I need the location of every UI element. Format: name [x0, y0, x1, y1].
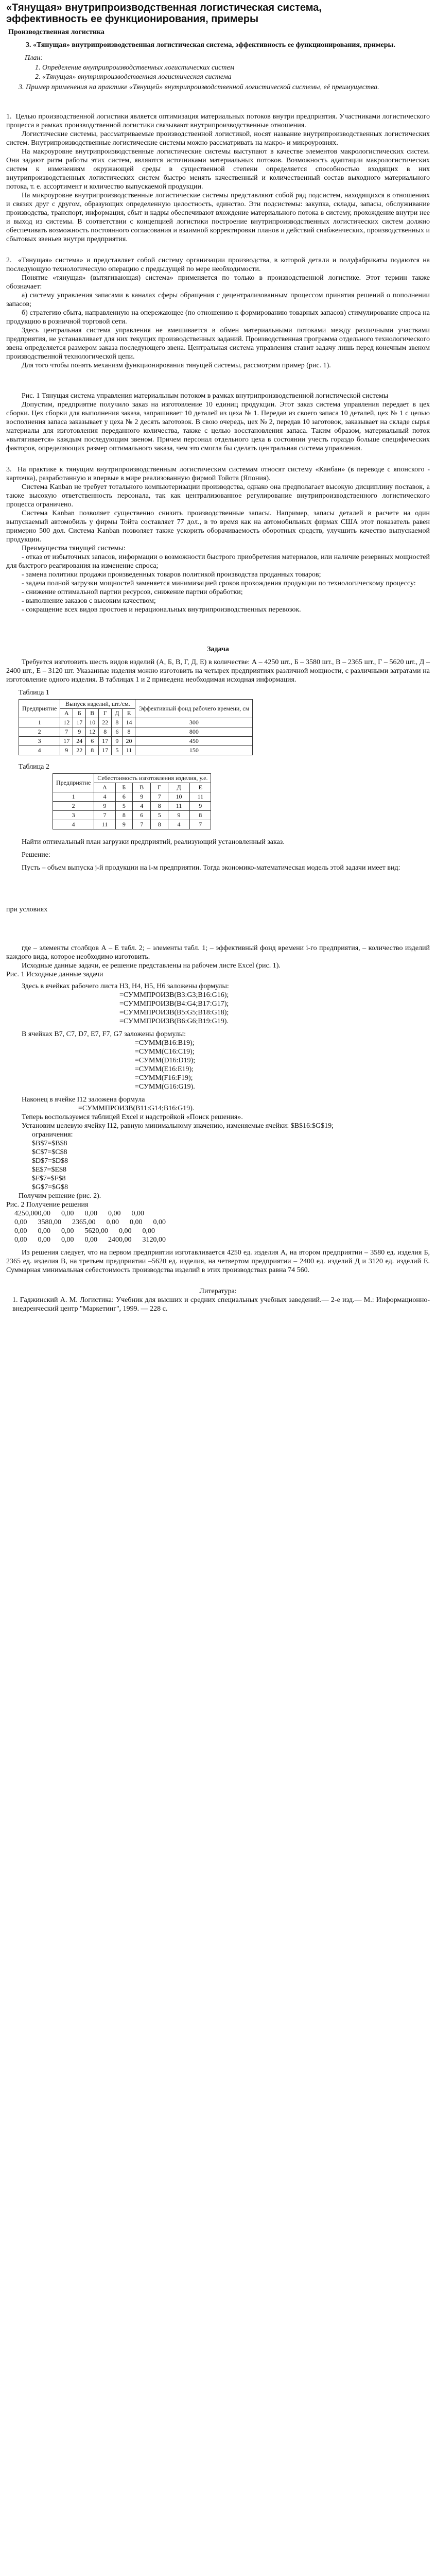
table-cell: 5	[112, 746, 123, 755]
table-cell: 9	[190, 802, 211, 811]
section-number: 3.	[6, 466, 12, 473]
constraint: $B$7=$B$8	[32, 1140, 67, 1147]
table-cell: 7	[60, 727, 73, 737]
table-cell: 11	[94, 820, 115, 829]
table-cell: 14	[123, 718, 135, 727]
section-2-p3: Здесь центральная система управления не вмешивается в обмен материальными потоками между различными участками предприятия, не устанавливает для них текущих производственных заданий. Производственная программа отдельного технологического звена определяется размером заказа последующего звена. Центральная система управления ставит задачу лишь перед конечным звеном производственной технологической цепи.	[6, 327, 430, 361]
table-cell: 17	[99, 746, 112, 755]
result-row: 0,00 0,00 0,00 0,00 2400,00 3120,00	[14, 1236, 166, 1244]
table-header: Д	[112, 709, 123, 718]
task-p2: Найти оптимальный план загрузки предприятий, реализующий установленный заказ.	[22, 838, 285, 846]
formula: =СУММПРОИЗВ(B3:G3;B16:G16);	[119, 991, 229, 999]
table-cell: 9	[60, 746, 73, 755]
table-header: Е	[190, 783, 211, 792]
table-1-label: Таблица 1	[19, 689, 49, 697]
task-p1: Требуется изготовить шесть видов изделий (А, Б, В, Г, Д, Е) в количестве: А – 4250 шт., Б – 3580 шт., В – 2365 шт., Г – 5620 шт., Д – 2400 шт., Е – 3120 шт. Указанные изделия можно изготовить на четырех предприятиях различной мощности, с различными затратами на изготовление одного изделия. В таблицах 1 и 2 приведена необходимая исходная информация.	[6, 658, 430, 684]
table-header: Б	[115, 783, 132, 792]
table-header: В	[86, 709, 99, 718]
table-cell: 22	[73, 746, 86, 755]
constraints-list	[6, 1139, 430, 1192]
formula-block	[6, 1039, 430, 1091]
table-row	[19, 746, 253, 755]
table-header: Эффективный фонд рабочего времени, см	[135, 700, 253, 718]
formula: =СУММ(C16:C19);	[135, 1048, 195, 1056]
table-cell: 4	[133, 802, 151, 811]
table-2-label: Таблица 2	[19, 763, 49, 771]
constraint: $E$7=$E$8	[32, 1166, 66, 1174]
advantage-item: - замена политики продажи произведенных товаров политикой производства проданных товаров;	[22, 571, 321, 579]
table-cell: 9	[168, 811, 190, 820]
plan-item: 2. «Тянущая» внутрипроизводственная логистическая система	[42, 73, 430, 82]
advantage-item: - задача полной загрузки мощностей заменяется минимизацией сроков прохождения продукции по технологическому процессу:	[22, 580, 416, 587]
plan-item: 1. Определение внутрипроизводственных логистических систем	[42, 63, 430, 73]
section-3-p3: Система Kanban позволяет существенно снизить производственные запасы. Например, запасы деталей в расчете на один выпускаемый автомобиль у фирмы Тойта составляет 77 дол., в то время как на автомобильных фирмах США этот показатель равен примерно 500 дол. Система Kanban позволяет также ускорить оборачиваемость оборотных средств, улучшить качество выпускаемой продукции.	[6, 510, 430, 544]
table-cell: 20	[123, 737, 135, 746]
formula: =СУММ(G16:G19).	[135, 1083, 195, 1091]
figure-1-caption: Рис. 1 Тянущая система управления материальным потоком в рамках внутрипроизводственной логистической системы	[22, 392, 389, 400]
section-3-p4: Преимущества тянущей системы:	[22, 545, 126, 552]
section-3	[6, 465, 430, 614]
table-header: В	[133, 783, 151, 792]
table-cell: 9	[94, 802, 115, 811]
subtitle: Производственная логистика	[8, 28, 104, 36]
constraint: $D$7=$D$8	[32, 1157, 68, 1165]
table-row	[53, 811, 211, 820]
table-cell: 7	[151, 792, 168, 802]
table-cell: 12	[86, 727, 99, 737]
paragraph-text: Целью производственной логистики является оптимизация материальных потоков внутри предприятия. Участниками логистического процесса в рамках производственной логистики связывают внутрипроизводственные отношения.	[6, 113, 430, 129]
table-cell: 6	[115, 792, 132, 802]
task-p12: Из решения следует, что на первом предприятии изготавливается 4250 ед. изделия А, на втором предприятии – 3580 ед. изделия Б, 2365 ед. изделия В, на третьем предприятии –5620 ед. изделия, на четвертом предприятии – 2400 ед. изделий Д и 3120 ед. изделий Е. Суммарная минимальная себестоимость производства изделий в этих производствах равна 74 560.	[6, 1249, 430, 1274]
section-2-p5: Допустим, предприятие получило заказ на изготовление 10 единиц продукции. Этот заказ система управления передает в цех сборки. Цех сборки для выполнения заказа, запрашивает 10 деталей из цеха № 1. Передав из своего запаса 10 деталей, цех № 1 с целью восполнения запаса заказывает у цеха № 2 десять заготовок. В свою очередь, цех № 2, передав 10 заготовок, заказывает на складе сырья материалы для изготовления переданного количества, также с целью восстановления запаса. Таким образом, материальный поток «вытягивается» каждым последующим звеном. Причем персонал отдельного цеха в состоянии учесть гораздо больше специфических факторов, определяющих размер оптимального заказа, чем это смогла бы сделать центральная система управления.	[6, 401, 430, 452]
section-2-item-a: а) систему управления запасами в каналах сферы обращения с децентрализованным процессом принятия решений о пополнении запасов;	[6, 292, 430, 308]
title-line-2: эффективность ее функционирования, примеры	[6, 13, 259, 25]
formula: =СУММПРОИЗВ(B6:G6;B19:G19).	[119, 1018, 229, 1025]
constraints-label: ограничения:	[32, 1131, 73, 1139]
paragraph-text: На практике к тянущим внутрипроизводственным логистическим системам относят систему «Канбан» (в переводе с японского - карточка), разработанную и впервые в мире реализованную фирмой Тойота (Япония).	[6, 466, 430, 482]
table-cell: 11	[123, 746, 135, 755]
document-title	[6, 0, 430, 25]
table-1	[19, 699, 253, 755]
table-cell: 8	[99, 727, 112, 737]
table-cell: 3	[19, 737, 60, 746]
section-2-item-b: б) стратегию сбыта, направленную на опережающее (по отношению к формированию товарных запасов) стимулирование спроса на продукцию в розничной торговой сети.	[6, 309, 430, 326]
table-header: Выпуск изделий, шт./см.	[60, 700, 135, 709]
section-3-heading: 3. «Тянущая» внутрипроизводственная логистическая система, эффективность ее функционирования, примеры.	[26, 41, 395, 49]
section-1-p3: На макроуровне внутрипроизводственные логистические системы выступают в качестве элементов макрологистических систем. Они задают ритм работы этих систем, являются источниками материальных потоков. Возможность адаптации макрологистических систем к изменениям окружающей среды в существенной степени определяется способностью входящих в них внутрипроизводственных логистических систем быстро менять качественный и количественный состав выходного материального потока, т. е. ассортимент и количество выпускаемой продукции.	[6, 148, 430, 191]
table-cell: 17	[99, 737, 112, 746]
task-p11: Получим решение (рис. 2).	[19, 1192, 101, 1200]
section-number: 2.	[6, 257, 12, 264]
table-header: Себестоимость изготовления изделия, у.е.	[94, 774, 211, 783]
task-p6: Здесь в ячейках рабочего листа H3, H4, H5, H6 заложены формулы:	[22, 982, 229, 990]
task-p5: Исходные данные задачи, ее решение представлены на рабочем листе Excel (рис. 1).	[22, 962, 281, 970]
table-cell: 12	[60, 718, 73, 727]
advantage-item: - сокращение всех видов простоев и нерациональных внутрипроизводственных перевозок.	[22, 606, 301, 614]
table-row	[19, 727, 253, 737]
formula: =СУММПРОИЗВ(B4:G4;B17:G17);	[119, 1000, 229, 1008]
plan-label: План:	[25, 54, 43, 62]
formula: =СУММПРОИЗВ(B5:G5;B18:G18);	[119, 1009, 229, 1016]
table-header: Предприятие	[53, 774, 94, 792]
advantage-item: - снижение оптимальной партии ресурсов, снижение партии обработки;	[22, 588, 243, 596]
table-cell: 8	[123, 727, 135, 737]
table-cell: 4	[53, 820, 94, 829]
plan-item-number: 3.	[19, 83, 26, 91]
formula: =СУММ(D16:D19);	[135, 1057, 196, 1064]
paragraph-text: «Тянущая» система» и представляет собой систему организации производства, в которой детали и полуфабрикаты подаются на последующую технологическую операцию с предыдущей по мере необходимости.	[6, 257, 430, 273]
section-1-p2: Логистические системы, рассматриваемые производственной логистикой, носят название внутрипроизводственных логистических систем. Внутрипроизводственные логистические системы можно рассматривать на макро- и микроуровнях.	[6, 130, 430, 147]
task-p7: В ячейках B7, C7, D7, E7, F7, G7 заложены формулы:	[22, 1030, 186, 1038]
advantage-item: - отказ от избыточных запасов, информации о возможности быстрого приобретения материалов, или наличие резервных мощностей для быстрого реагирования на изменение спроса;	[6, 553, 430, 570]
section-2	[6, 256, 430, 453]
constraint: $F$7=$F$8	[32, 1175, 66, 1182]
table-header: Г	[151, 783, 168, 792]
section-2-p4: Для того чтобы понять механизм функционирования тянущей системы, рассмотрим пример (рис. 1).	[22, 362, 331, 369]
table-cell: 11	[190, 792, 211, 802]
table-cell: 17	[60, 737, 73, 746]
table-header: Предприятие	[19, 700, 60, 718]
literature-item: 1. Гаджинский А. М. Логистика: Учебник для высших и средних специальных учебных заведений.— 2-е изд.— М.: Информационно-внедренческий центр "Маркетинг", 1999. — 228 с.	[12, 1296, 430, 1313]
table-cell: 6	[112, 727, 123, 737]
table-cell: 450	[135, 737, 253, 746]
plan-item: Пример применения на практике «Тянущей» внутрипроизводственной логистической системы, её преимущества.	[26, 83, 379, 91]
section-2-p1	[6, 256, 430, 274]
table-cell: 9	[73, 727, 86, 737]
table-cell: 24	[73, 737, 86, 746]
table-cell: 5	[115, 802, 132, 811]
table-cell: 4	[19, 746, 60, 755]
table-cell: 6	[133, 811, 151, 820]
solution-label: Решение:	[22, 851, 50, 859]
table-cell: 4	[94, 792, 115, 802]
table-row	[53, 802, 211, 811]
table-cell: 6	[86, 737, 99, 746]
section-3-p1	[6, 465, 430, 483]
table-header: Б	[73, 709, 86, 718]
task-p8: Наконец в ячейке I12 заложена формула	[22, 1096, 145, 1104]
literature-heading: Литература:	[199, 1287, 237, 1295]
formula: =СУММПРОИЗВ(B11:G14;B16:G19).	[78, 1105, 195, 1112]
formula: =СУММ(E16:E19);	[135, 1065, 194, 1073]
table-header: Е	[123, 709, 135, 718]
table-cell: 8	[115, 811, 132, 820]
section-1-p1	[6, 112, 430, 130]
table-2-body	[53, 792, 211, 829]
table-cell: 4	[168, 820, 190, 829]
table-cell: 17	[73, 718, 86, 727]
table-header: А	[94, 783, 115, 792]
table-cell: 9	[112, 737, 123, 746]
table-2	[53, 773, 211, 829]
conditions-label: при условиях	[6, 906, 48, 913]
result-row: 4250,000,00 0,00 0,00 0,00 0,00	[14, 1210, 144, 1217]
table-header: А	[60, 709, 73, 718]
table-cell: 7	[190, 820, 211, 829]
result-row: 0,00 0,00 0,00 5620,00 0,00 0,00	[14, 1227, 155, 1235]
plan-item-3	[6, 83, 430, 92]
table-cell: 9	[133, 792, 151, 802]
table-header: Д	[168, 783, 190, 792]
task-heading: Задача	[207, 646, 229, 653]
result-matrix	[6, 1209, 430, 1244]
table-cell: 8	[190, 811, 211, 820]
table-cell: 22	[99, 718, 112, 727]
section-1	[6, 112, 430, 244]
table-cell: 10	[86, 718, 99, 727]
table-cell: 1	[53, 792, 94, 802]
table-cell: 2	[19, 727, 60, 737]
section-3-p2: Система Kanban не требует тотального компьютеризации производства, однако она предполагает высокую дисциплину поставок, а также высокую ответственность персонала, так как централизованное регулирование внутрипроизводственного логистического процесса ограничено.	[6, 483, 430, 509]
table-cell: 2	[53, 802, 94, 811]
table-cell: 8	[151, 802, 168, 811]
formula-block	[6, 991, 430, 1026]
table-row	[53, 820, 211, 829]
formula: =СУММ(B16:B19);	[135, 1039, 195, 1047]
section-2-p2: Понятие «тянущая» (вытягивающая) система» применяется по только в производственной логистике. Этот термин также обозначает:	[6, 274, 430, 291]
section-number: 1.	[6, 113, 12, 121]
table-cell: 9	[115, 820, 132, 829]
table-cell: 800	[135, 727, 253, 737]
task-section	[6, 645, 430, 1275]
figure-caption: Рис. 2 Получение решения	[6, 1201, 89, 1209]
table-cell: 7	[133, 820, 151, 829]
table-cell: 150	[135, 746, 253, 755]
table-row	[19, 718, 253, 727]
table-cell: 11	[168, 802, 190, 811]
table-cell: 1	[19, 718, 60, 727]
table-cell: 8	[86, 746, 99, 755]
table-cell: 3	[53, 811, 94, 820]
table-1-body	[19, 718, 253, 755]
table-row	[53, 792, 211, 802]
task-p3: Пусть – объем выпуска j-й продукции на i-м предприятии. Тогда экономико-математическая модель этой задачи имеет вид:	[22, 864, 400, 872]
table-header: Г	[99, 709, 112, 718]
table-cell: 10	[168, 792, 190, 802]
formula: =СУММ(F16:F19);	[135, 1074, 193, 1082]
table-cell: 8	[151, 820, 168, 829]
task-p4: где – элементы столбцов А – Е табл. 2; – элементы табл. 1; – эффективный фонд времени i-го предприятия, – количество изделий каждого вида, которое необходимо изготовить.	[6, 944, 430, 961]
table-cell: 5	[151, 811, 168, 820]
advantage-item: - выполнение заказов с высоким качеством;	[22, 597, 156, 605]
constraint: $C$7=$C$8	[32, 1148, 67, 1156]
constraint: $G$7=$G$8	[32, 1183, 68, 1191]
task-p9: Теперь воспользуемся таблицей Excel и надстройкой «Поиск решения».	[22, 1113, 243, 1121]
title-line-1: «Тянущая» внутрипроизводственная логистическая система,	[6, 2, 322, 13]
result-row: 0,00 3580,00 2365,00 0,00 0,00 0,00	[14, 1218, 166, 1226]
table-cell: 8	[112, 718, 123, 727]
table-row	[19, 737, 253, 746]
section-1-p4: На микроуровне внутрипроизводственные логистические системы представляют собой ряд подсистем, находящихся в отношениях и связях друг с другом, образующих определенную целостность, единство. Эти подсистемы: закупка, склады, запасы, обслуживание производства, транспорт, информация, сбыт и кадры обеспечивают вхождение материального потока в систему, прохождение внутри нее и выход из системы. В соответствии с концепцией логистики построение внутрипроизводственных логистических систем должно обеспечивать возможность постоянного согласования и взаимной корректировки планов и действий снабженческих, производственных и сбытовых звеньев внутри предприятия.	[6, 192, 430, 243]
figure-caption: Рис. 1 Исходные данные задачи	[6, 971, 103, 978]
table-cell: 7	[94, 811, 115, 820]
plan-list	[6, 63, 430, 82]
task-p10: Установим целевую ячейку I12, равную минимальному значению, изменяемые ячейки: $B$16:$G$19;	[22, 1122, 334, 1130]
table-cell: 300	[135, 718, 253, 727]
